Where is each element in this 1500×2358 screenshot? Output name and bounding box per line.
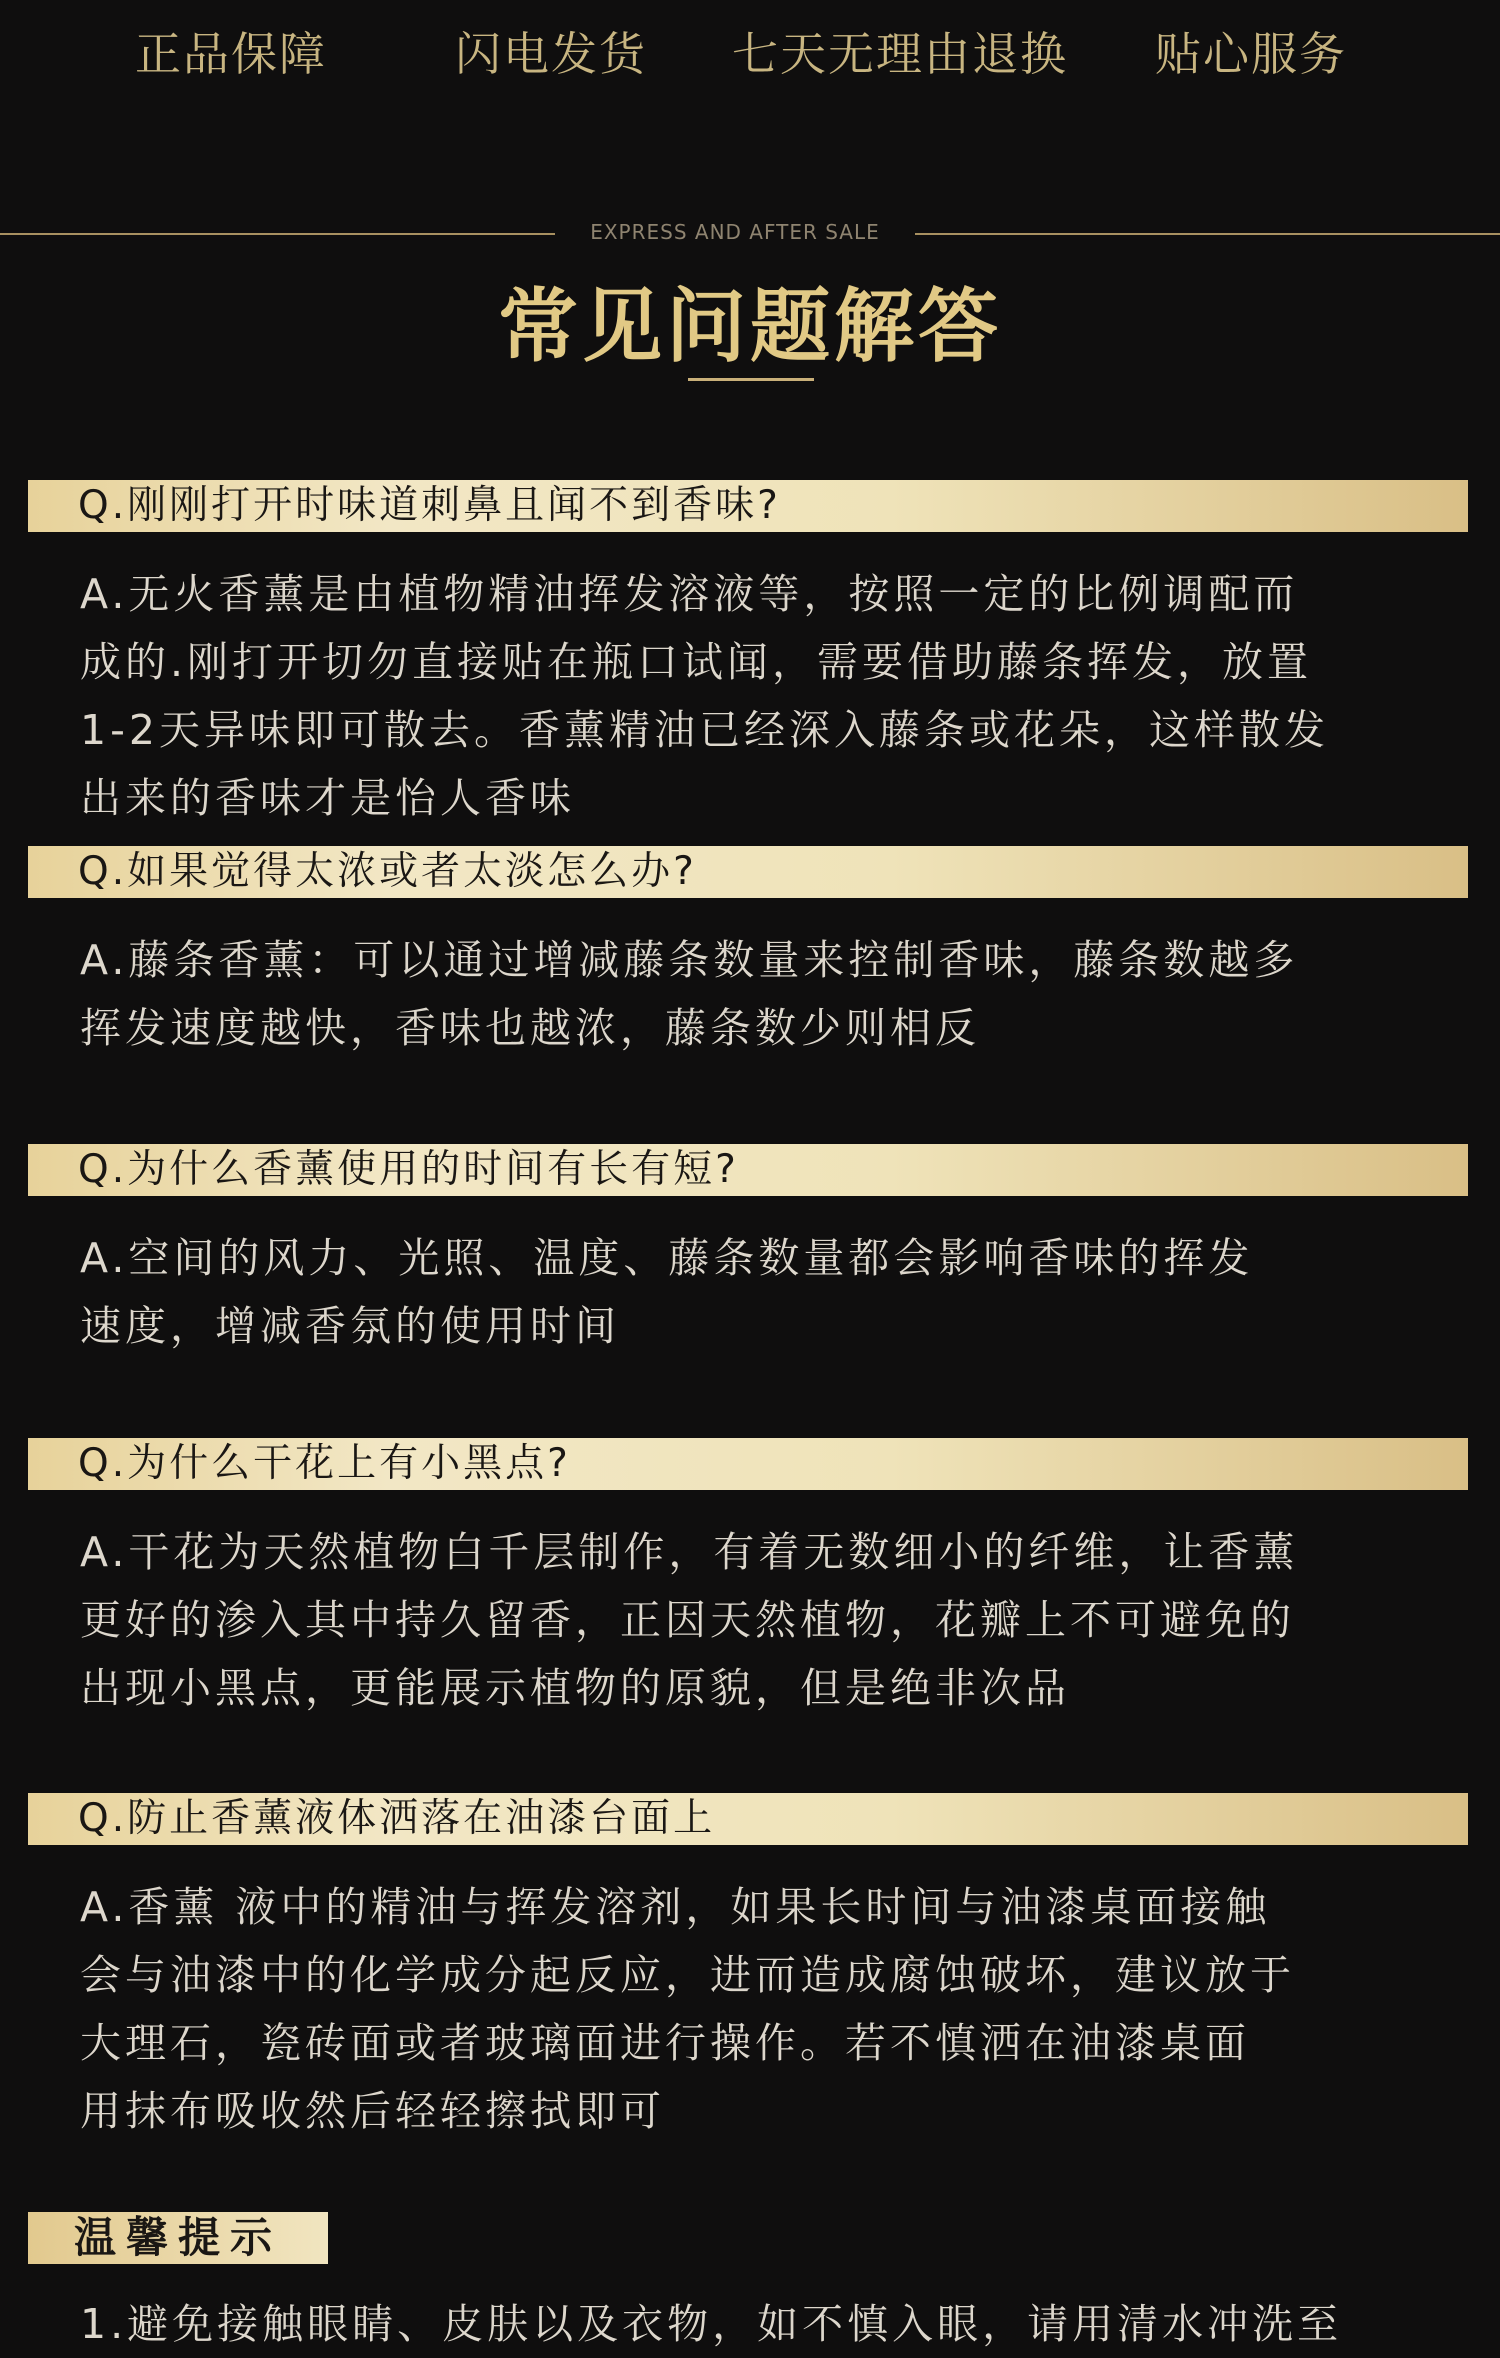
faq-question-5: Q.防止香薰液体洒落在油漆台面上 bbox=[28, 1793, 1468, 1845]
answer-line: 成的.刚打开切勿直接贴在瓶口试闻，需要借助藤条挥发，放置 bbox=[80, 638, 1313, 686]
faq-answer-3 bbox=[80, 1224, 1475, 1360]
feature-service: 贴心服务 bbox=[1155, 27, 1347, 81]
feature-strip bbox=[0, 0, 1500, 110]
answer-line: 速度，增减香氛的使用时间 bbox=[80, 1302, 620, 1350]
divider-right bbox=[915, 233, 1500, 235]
faq-question-1: Q.刚刚打开时味道刺鼻且闻不到香味? bbox=[28, 480, 1468, 532]
section-subtitle: EXPRESS AND AFTER SALE bbox=[590, 220, 880, 244]
faq-answer-5 bbox=[80, 1873, 1475, 2145]
answer-line: A.空间的风力、光照、温度、藤条数量都会影响香味的挥发 bbox=[80, 1234, 1254, 1282]
answer-line: A.无火香薰是由植物精油挥发溶液等，按照一定的比例调配而 bbox=[80, 570, 1299, 618]
answer-line: 会与油漆中的化学成分起反应，进而造成腐蚀破坏，建议放于 bbox=[80, 1951, 1295, 1999]
answer-line: A.干花为天然植物白千层制作，有着无数细小的纤维，让香薰 bbox=[80, 1528, 1299, 1576]
answer-line: 1-2天异味即可散去。香薰精油已经深入藤条或花朵，这样散发 bbox=[80, 706, 1329, 754]
faq-answer-2 bbox=[80, 926, 1475, 1062]
feature-7day-return: 七天无理由退换 bbox=[732, 27, 1068, 81]
answer-line: A.香薰 液中的精油与挥发溶剂，如果长时间与油漆桌面接触 bbox=[80, 1883, 1271, 1931]
title-underline bbox=[688, 378, 814, 381]
faq-answer-4 bbox=[80, 1518, 1475, 1722]
answer-line: 大理石，瓷砖面或者玻璃面进行操作。若不慎洒在油漆桌面 bbox=[80, 2019, 1250, 2067]
faq-question-3: Q.为什么香薰使用的时间有长有短? bbox=[28, 1144, 1468, 1196]
page-title: 常见问题解答 bbox=[498, 279, 1002, 373]
divider-left bbox=[0, 233, 555, 235]
answer-line: 更好的渗入其中持久留香，正因天然植物，花瓣上不可避免的 bbox=[80, 1596, 1295, 1644]
answer-line: 出现小黑点，更能展示植物的原貌，但是绝非次品 bbox=[80, 1664, 1070, 1712]
tip-badge: 温馨提示 bbox=[28, 2212, 328, 2264]
faq-question-4: Q.为什么干花上有小黑点? bbox=[28, 1438, 1468, 1490]
faq-answer-1 bbox=[80, 560, 1475, 832]
feature-fast-shipping: 闪电发货 bbox=[455, 27, 647, 81]
faq-question-2: Q.如果觉得太浓或者太淡怎么办? bbox=[28, 846, 1468, 898]
answer-line: 用抹布吸收然后轻轻擦拭即可 bbox=[80, 2087, 665, 2135]
feature-genuine: 正品保障 bbox=[135, 27, 327, 81]
answer-line: 挥发速度越快，香味也越浓，藤条数少则相反 bbox=[80, 1004, 980, 1052]
answer-line: 出来的香味才是怡人香味 bbox=[80, 774, 575, 822]
answer-line: A.藤条香薰：可以通过增减藤条数量来控制香味，藤条数越多 bbox=[80, 936, 1299, 984]
tip-text: 1.避免接触眼睛、皮肤以及衣物，如不慎入眼，请用清水冲洗至 bbox=[80, 2300, 1343, 2348]
